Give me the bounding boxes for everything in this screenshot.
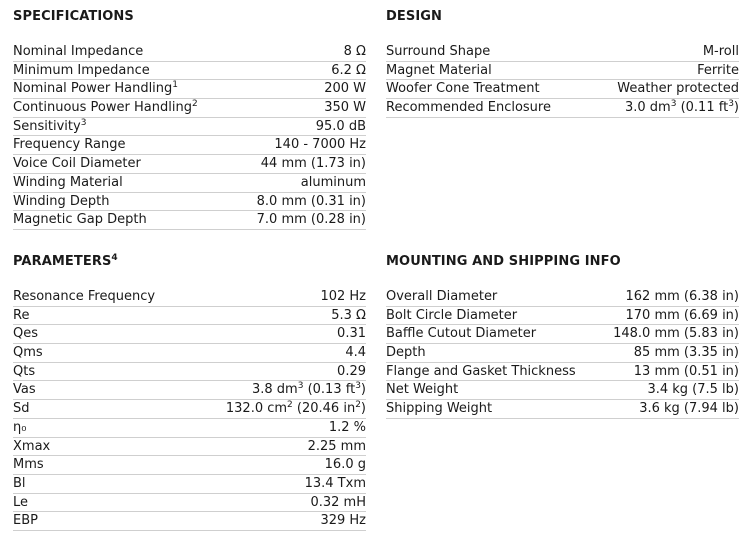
spec-row (13, 174, 366, 193)
value-part: (20.46 in (292, 401, 356, 417)
mount-value: 85 mm (3.35 in) (633, 345, 739, 361)
spec-row (13, 43, 366, 62)
spec-row (13, 136, 366, 155)
param-row (13, 288, 366, 307)
mounting-table (386, 288, 739, 419)
param-value: 0.31 (337, 326, 366, 342)
spec-value: 44 mm (1.73 in) (260, 156, 366, 172)
spec-label: Frequency Range (13, 137, 126, 153)
param-value: 4.4 (345, 345, 366, 361)
param-label: Qes (13, 326, 39, 342)
spec-row (13, 211, 366, 230)
spec-label: Minimum Impedance (13, 62, 150, 78)
design-value: Ferrite (697, 62, 739, 78)
spec-row (13, 99, 366, 118)
spec-row (13, 80, 366, 99)
param-label: Qts (13, 363, 36, 379)
mount-label: Bolt Circle Diameter (386, 307, 518, 323)
mount-label: Depth (386, 345, 426, 361)
spec-value: 95.0 dB (315, 118, 366, 134)
design-row (386, 43, 739, 62)
param-row (13, 363, 366, 382)
param-row (13, 438, 366, 457)
value-part: (0.13 ft (303, 382, 356, 398)
mount-row (386, 307, 739, 326)
design-label: Recommended Enclosure (386, 100, 551, 116)
specifications-section (13, 8, 366, 230)
spec-label-text: Nominal Power Handling (13, 81, 173, 97)
value-part: 3.0 dm (624, 100, 671, 116)
param-value (252, 381, 366, 399)
mount-value: 148.0 mm (5.83 in) (613, 326, 739, 342)
footnote-marker: 4 (111, 253, 118, 263)
spec-label (13, 99, 198, 117)
spec-value: aluminum (300, 174, 366, 190)
design-table (386, 43, 739, 118)
param-label: η₀ (13, 419, 27, 435)
design-value (625, 99, 739, 117)
exponent: 2 (355, 400, 361, 411)
spec-value: 6.2 Ω (331, 62, 366, 78)
spec-label-text: Continuous Power Handling (13, 100, 192, 116)
spec-row (13, 155, 366, 174)
exponent: 3 (670, 99, 677, 110)
mount-label: Baffle Cutout Diameter (386, 326, 537, 342)
param-value: 2.25 mm (307, 438, 366, 454)
design-label: Magnet Material (386, 62, 492, 78)
mount-value: 3.4 kg (7.5 lb) (647, 382, 739, 398)
param-row (13, 381, 366, 400)
spec-label: Magnetic Gap Depth (13, 212, 147, 228)
param-row (13, 456, 366, 475)
footnote-marker: 3 (80, 117, 87, 128)
exponent: 2 (287, 400, 293, 411)
mount-row (386, 363, 739, 382)
param-row (13, 475, 366, 494)
value-part: 132.0 cm (225, 401, 288, 417)
mount-value: 3.6 kg (7.94 lb) (639, 401, 739, 417)
mount-label: Overall Diameter (386, 289, 498, 304)
param-label: Vas (13, 382, 36, 398)
mount-row (386, 288, 739, 307)
param-row (13, 307, 366, 326)
param-value: 13.4 Txm (304, 475, 366, 491)
param-label: Le (13, 494, 29, 510)
spec-value: 350 W (324, 100, 366, 116)
param-value: 1.2 % (328, 419, 366, 435)
param-label: Resonance Frequency (13, 289, 156, 304)
param-value: 329 Hz (320, 513, 366, 529)
spec-value: 200 W (324, 81, 366, 97)
design-row (386, 62, 739, 81)
footnote-marker: 2 (191, 99, 198, 110)
specifications-heading: SPECIFICATIONS (13, 9, 134, 24)
design-value: M-roll (702, 44, 739, 59)
mount-label: Shipping Weight (386, 401, 493, 417)
param-label: Sd (13, 401, 30, 417)
param-value: 102 Hz (320, 289, 366, 304)
spec-label: Winding Material (13, 174, 123, 190)
param-row (13, 512, 366, 531)
parameters-heading (13, 253, 366, 271)
param-label: Re (13, 307, 30, 323)
mount-value: 13 mm (0.51 in) (633, 363, 739, 379)
spec-label: Voice Coil Diameter (13, 156, 141, 172)
spec-label (13, 118, 86, 136)
param-row (13, 419, 366, 438)
param-value (226, 400, 366, 418)
spec-label: Nominal Impedance (13, 44, 144, 59)
spec-row (13, 193, 366, 212)
exponent: 3 (355, 381, 361, 392)
param-label: Mms (13, 457, 44, 473)
design-row (386, 80, 739, 99)
value-part: ) (360, 382, 366, 398)
mounting-heading: MOUNTING AND SHIPPING INFO (386, 254, 621, 269)
param-row (13, 400, 366, 419)
param-row (13, 325, 366, 344)
spec-value: 7.0 mm (0.28 in) (256, 212, 366, 228)
value-part: ) (360, 401, 366, 417)
param-value: 0.29 (337, 363, 366, 379)
value-part: ) (733, 100, 739, 116)
mount-label: Flange and Gasket Thickness (386, 363, 576, 379)
mount-row (386, 344, 739, 363)
spec-label: Winding Depth (13, 193, 110, 209)
param-label: Qms (13, 345, 43, 361)
design-row (386, 99, 739, 118)
exponent: 3 (728, 99, 734, 110)
mount-row (386, 325, 739, 344)
spec-label-text: Sensitivity (13, 118, 81, 134)
param-label: EBP (13, 513, 38, 529)
mount-value: 170 mm (6.69 in) (625, 307, 739, 323)
mount-label: Net Weight (386, 382, 459, 398)
param-label: Bl (13, 475, 26, 491)
mount-row (386, 381, 739, 400)
param-value: 16.0 g (324, 457, 366, 473)
spec-label (13, 80, 178, 98)
value-part: (0.11 ft (676, 100, 729, 116)
value-part: 3.8 dm (251, 382, 298, 398)
spec-value: 8.0 mm (0.31 in) (256, 193, 366, 209)
param-row (13, 344, 366, 363)
param-row (13, 494, 366, 513)
parameters-heading-text: PARAMETERS (13, 254, 112, 269)
exponent: 3 (297, 381, 304, 392)
design-value: Weather protected (617, 81, 739, 97)
mounting-section (386, 253, 739, 419)
spec-row (13, 62, 366, 81)
param-value: 5.3 Ω (331, 307, 366, 323)
parameters-section (13, 253, 366, 531)
param-value: 0.32 mH (310, 494, 366, 510)
spec-row (13, 118, 366, 137)
parameters-table (13, 288, 366, 531)
param-label: Xmax (13, 438, 51, 454)
mount-value: 162 mm (6.38 in) (625, 289, 739, 304)
spec-value: 140 - 7000 Hz (274, 137, 366, 153)
footnote-marker: 1 (172, 80, 179, 91)
specifications-table (13, 43, 366, 230)
design-label: Woofer Cone Treatment (386, 81, 540, 97)
design-heading: DESIGN (386, 9, 443, 24)
mount-row (386, 400, 739, 419)
design-section (386, 8, 739, 118)
spec-value: 8 Ω (343, 44, 366, 59)
design-label: Surround Shape (386, 44, 491, 59)
